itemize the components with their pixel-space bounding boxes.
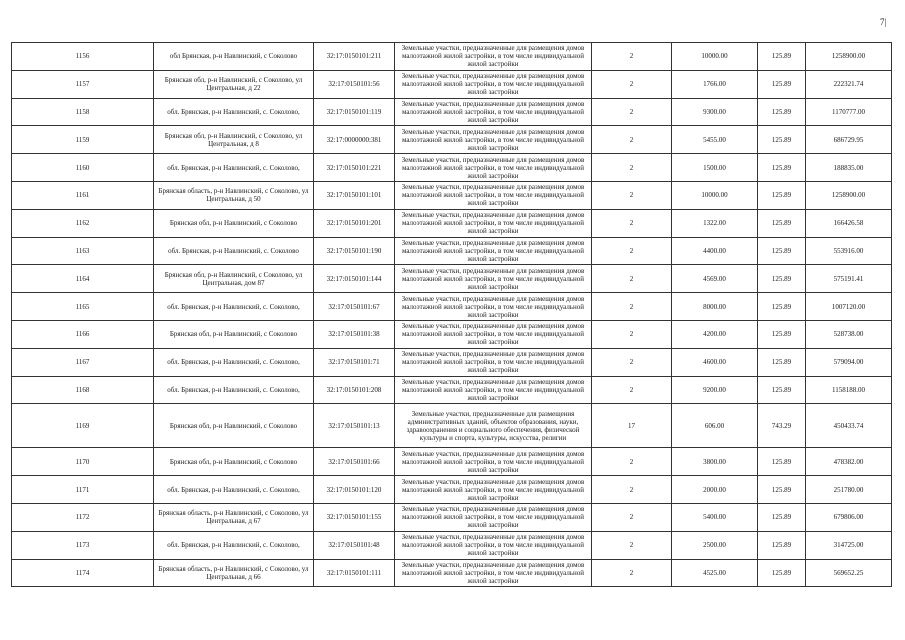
specific-value-cell: 125.89 <box>758 376 806 404</box>
cadastral-value-cell: 166426.58 <box>806 209 892 237</box>
cadastral-value-cell: 251780.00 <box>806 476 892 504</box>
table-row <box>12 293 892 321</box>
cadastral-number-cell: 32:17:0150101:66 <box>314 448 395 476</box>
address-cell: Брянская обл, р-н Навлинский, с Соколово <box>154 448 314 476</box>
table-row <box>12 98 892 126</box>
cadastral-value-cell: 1258900.00 <box>806 43 892 71</box>
land-use-description-cell: Земельные участки, предназначенные для размещения домов малоэтажной жилой застройки, в том числе индивидуальной жилой застройки <box>395 531 592 559</box>
specific-value-cell: 125.89 <box>758 293 806 321</box>
cadastral-value-cell: 579094.00 <box>806 348 892 376</box>
table-row <box>12 404 892 448</box>
area-cell: 5455.00 <box>672 126 758 154</box>
table-row <box>12 209 892 237</box>
cadastral-value-cell: 314725.00 <box>806 531 892 559</box>
land-use-description-cell: Земельные участки, предназначенные для размещения домов малоэтажной жилой застройки, в том числе индивидуальной жилой застройки <box>395 448 592 476</box>
group-number-cell: 2 <box>592 98 672 126</box>
cadastral-number-cell: 32:17:0150101:144 <box>314 265 395 293</box>
address-cell: Брянская область, р-н Навлинский, с Соколово, ул Центральная, д 50 <box>154 181 314 209</box>
cadastral-value-cell: 1170777.00 <box>806 98 892 126</box>
row-number: 1173 <box>12 531 154 559</box>
row-number: 1174 <box>12 559 154 587</box>
specific-value-cell: 125.89 <box>758 181 806 209</box>
specific-value-cell: 125.89 <box>758 265 806 293</box>
address-cell: Брянская область, р-н Навлинский, с Соколово, ул Центральная, д 66 <box>154 559 314 587</box>
cadastral-value-cell: 450433.74 <box>806 404 892 448</box>
land-use-description-cell: Земельные участки, предназначенные для размещения домов малоэтажной жилой застройки, в том числе индивидуальной жилой застройки <box>395 209 592 237</box>
specific-value-cell: 125.89 <box>758 126 806 154</box>
area-cell: 1322.00 <box>672 209 758 237</box>
group-number-cell: 2 <box>592 181 672 209</box>
cadastral-value-cell: 679806.00 <box>806 503 892 531</box>
specific-value-cell: 125.89 <box>758 448 806 476</box>
table-row <box>12 559 892 587</box>
land-use-description-cell: Земельные участки, предназначенные для размещения домов малоэтажной жилой застройки, в том числе индивидуальной жилой застройки <box>395 503 592 531</box>
area-cell: 4600.00 <box>672 348 758 376</box>
row-number: 1158 <box>12 98 154 126</box>
land-use-description-cell: Земельные участки, предназначенные для размещения домов малоэтажной жилой застройки, в том числе индивидуальной жилой застройки <box>395 559 592 587</box>
area-cell: 4400.00 <box>672 237 758 265</box>
group-number-cell: 2 <box>592 43 672 71</box>
cadastral-value-cell: 553916.00 <box>806 237 892 265</box>
address-cell: обл. Брянская, р-н Навлинский, с. Соколово, <box>154 154 314 182</box>
land-use-description-cell: Земельные участки, предназначенные для размещения домов малоэтажной жилой застройки, в том числе индивидуальной жилой застройки <box>395 476 592 504</box>
group-number-cell: 2 <box>592 209 672 237</box>
row-number: 1161 <box>12 181 154 209</box>
land-use-description-cell: Земельные участки, предназначенные для размещения домов малоэтажной жилой застройки, в том числе индивидуальной жилой застройки <box>395 376 592 404</box>
cadastral-number-cell: 32:17:0150101:111 <box>314 559 395 587</box>
group-number-cell: 2 <box>592 448 672 476</box>
cadastral-number-cell: 32:17:0150101:221 <box>314 154 395 182</box>
cadastral-number-cell: 32:17:0150101:13 <box>314 404 395 448</box>
land-use-description-cell: Земельные участки, предназначенные для размещения домов малоэтажной жилой застройки, в том числе индивидуальной жилой застройки <box>395 237 592 265</box>
row-number: 1157 <box>12 70 154 98</box>
row-number: 1163 <box>12 237 154 265</box>
page-number: 7| <box>880 17 887 27</box>
specific-value-cell: 125.89 <box>758 320 806 348</box>
group-number-cell: 2 <box>592 237 672 265</box>
cadastral-number-cell: 32:17:0000000:381 <box>314 126 395 154</box>
address-cell: Брянская обл, р-н Навлинский, с Соколово, ул Центральная, д 8 <box>154 126 314 154</box>
address-cell: обл Брянская, р-н Навлинский, с Соколово <box>154 43 314 71</box>
group-number-cell: 2 <box>592 70 672 98</box>
cadastral-number-cell: 32:17:0150101:120 <box>314 476 395 504</box>
specific-value-cell: 125.89 <box>758 154 806 182</box>
table-row <box>12 237 892 265</box>
row-number: 1171 <box>12 476 154 504</box>
cadastral-value-cell: 222321.74 <box>806 70 892 98</box>
land-use-description-cell: Земельные участки, предназначенные для размещения административных зданий, объектов образования, науки, здравоохранения и социального обеспечения, физической культуры и спорта, культуры, искусства, религии <box>395 404 592 448</box>
row-number: 1160 <box>12 154 154 182</box>
table-row <box>12 348 892 376</box>
address-cell: Брянская область, р-н Навлинский, с Соколово, ул Центральная, д 67 <box>154 503 314 531</box>
cadastral-number-cell: 32:17:0150101:211 <box>314 43 395 71</box>
area-cell: 1766.00 <box>672 70 758 98</box>
group-number-cell: 2 <box>592 376 672 404</box>
group-number-cell: 2 <box>592 348 672 376</box>
table-row <box>12 43 892 71</box>
address-cell: Брянская обл, р-н Навлинский, с Соколово <box>154 320 314 348</box>
group-number-cell: 2 <box>592 265 672 293</box>
cadastral-value-cell: 528738.00 <box>806 320 892 348</box>
cadastral-number-cell: 32:17:0150101:119 <box>314 98 395 126</box>
cadastral-number-cell: 32:17:0150101:38 <box>314 320 395 348</box>
group-number-cell: 2 <box>592 476 672 504</box>
row-number: 1166 <box>12 320 154 348</box>
address-cell: Брянская обл, р-н Навлинский, с Соколово, ул Центральная, дом 87 <box>154 265 314 293</box>
row-number: 1170 <box>12 448 154 476</box>
cadastral-value-cell: 1258900.00 <box>806 181 892 209</box>
cadastral-number-cell: 32:17:0150101:48 <box>314 531 395 559</box>
group-number-cell: 2 <box>592 293 672 321</box>
area-cell: 2500.00 <box>672 531 758 559</box>
table-row <box>12 476 892 504</box>
area-cell: 2000.00 <box>672 476 758 504</box>
row-number: 1168 <box>12 376 154 404</box>
group-number-cell: 2 <box>592 503 672 531</box>
cadastral-value-cell: 569652.25 <box>806 559 892 587</box>
land-use-description-cell: Земельные участки, предназначенные для размещения домов малоэтажной жилой застройки, в том числе индивидуальной жилой застройки <box>395 320 592 348</box>
group-number-cell: 2 <box>592 559 672 587</box>
table-row <box>12 181 892 209</box>
cadastral-number-cell: 32:17:0150101:101 <box>314 181 395 209</box>
specific-value-cell: 743.29 <box>758 404 806 448</box>
cadastral-value-cell: 1007120.00 <box>806 293 892 321</box>
specific-value-cell: 125.89 <box>758 98 806 126</box>
specific-value-cell: 125.89 <box>758 209 806 237</box>
area-cell: 1500.00 <box>672 154 758 182</box>
cadastral-number-cell: 32:17:0150101:71 <box>314 348 395 376</box>
specific-value-cell: 125.89 <box>758 348 806 376</box>
specific-value-cell: 125.89 <box>758 531 806 559</box>
group-number-cell: 2 <box>592 126 672 154</box>
address-cell: Брянская обл, р-н Навлинский, с Соколово <box>154 404 314 448</box>
cadastral-value-cell: 686729.95 <box>806 126 892 154</box>
land-use-description-cell: Земельные участки, предназначенные для размещения домов малоэтажной жилой застройки, в том числе индивидуальной жилой застройки <box>395 43 592 71</box>
table-row <box>12 376 892 404</box>
table-body <box>12 43 892 587</box>
cadastral-number-cell: 32:17:0150101:208 <box>314 376 395 404</box>
row-number: 1162 <box>12 209 154 237</box>
address-cell: Брянская обл, р-н Навлинский, с Соколово, ул Центральная, д 22 <box>154 70 314 98</box>
row-number: 1165 <box>12 293 154 321</box>
specific-value-cell: 125.89 <box>758 237 806 265</box>
cadastral-value-cell: 1158188.00 <box>806 376 892 404</box>
cadastral-value-table <box>11 42 892 587</box>
area-cell: 4569.00 <box>672 265 758 293</box>
row-number: 1169 <box>12 404 154 448</box>
land-use-description-cell: Земельные участки, предназначенные для размещения домов малоэтажной жилой застройки, в том числе индивидуальной жилой застройки <box>395 348 592 376</box>
address-cell: обл. Брянская, р-н Навлинский, с. Соколово, <box>154 376 314 404</box>
land-use-description-cell: Земельные участки, предназначенные для размещения домов малоэтажной жилой застройки, в том числе индивидуальной жилой застройки <box>395 126 592 154</box>
table-row <box>12 531 892 559</box>
row-number: 1172 <box>12 503 154 531</box>
group-number-cell: 2 <box>592 320 672 348</box>
cadastral-value-cell: 478382.00 <box>806 448 892 476</box>
table-row <box>12 154 892 182</box>
area-cell: 4525.00 <box>672 559 758 587</box>
address-cell: обл. Брянская, р-н Навлинский, с. Соколово, <box>154 293 314 321</box>
cadastral-value-cell: 188835.00 <box>806 154 892 182</box>
table-row <box>12 320 892 348</box>
area-cell: 10000.00 <box>672 43 758 71</box>
table-row <box>12 503 892 531</box>
group-number-cell: 2 <box>592 154 672 182</box>
table-row <box>12 70 892 98</box>
land-use-description-cell: Земельные участки, предназначенные для размещения домов малоэтажной жилой застройки, в том числе индивидуальной жилой застройки <box>395 265 592 293</box>
area-cell: 10000.00 <box>672 181 758 209</box>
land-use-description-cell: Земельные участки, предназначенные для размещения домов малоэтажной жилой застройки, в том числе индивидуальной жилой застройки <box>395 70 592 98</box>
specific-value-cell: 125.89 <box>758 43 806 71</box>
table-row <box>12 126 892 154</box>
area-cell: 606.00 <box>672 404 758 448</box>
land-use-description-cell: Земельные участки, предназначенные для размещения домов малоэтажной жилой застройки, в том числе индивидуальной жилой застройки <box>395 98 592 126</box>
area-cell: 4200.00 <box>672 320 758 348</box>
address-cell: Брянская обл, р-н Навлинский, с Соколово <box>154 209 314 237</box>
row-number: 1159 <box>12 126 154 154</box>
cadastral-number-cell: 32:17:0150101:190 <box>314 237 395 265</box>
table-row <box>12 448 892 476</box>
address-cell: обл. Брянская, р-н Навлинский, с. Соколово, <box>154 348 314 376</box>
group-number-cell: 2 <box>592 531 672 559</box>
land-use-description-cell: Земельные участки, предназначенные для размещения домов малоэтажной жилой застройки, в том числе индивидуальной жилой застройки <box>395 181 592 209</box>
cadastral-number-cell: 32:17:0150101:56 <box>314 70 395 98</box>
address-cell: обл. Брянская, р-н Навлинский, с. Соколово, <box>154 98 314 126</box>
group-number-cell: 17 <box>592 404 672 448</box>
land-use-description-cell: Земельные участки, предназначенные для размещения домов малоэтажной жилой застройки, в том числе индивидуальной жилой застройки <box>395 154 592 182</box>
table-row <box>12 265 892 293</box>
area-cell: 5400.00 <box>672 503 758 531</box>
area-cell: 8000.00 <box>672 293 758 321</box>
cadastral-number-cell: 32:17:0150101:155 <box>314 503 395 531</box>
cadastral-number-cell: 32:17:0150101:67 <box>314 293 395 321</box>
specific-value-cell: 125.89 <box>758 559 806 587</box>
address-cell: обл. Брянская, р-н Навлинский, с. Соколово, <box>154 476 314 504</box>
specific-value-cell: 125.89 <box>758 476 806 504</box>
row-number: 1156 <box>12 43 154 71</box>
cadastral-number-cell: 32:17:0150101:201 <box>314 209 395 237</box>
address-cell: обл. Брянская, р-н Навлинский, с. Соколово, <box>154 531 314 559</box>
area-cell: 9200.00 <box>672 376 758 404</box>
specific-value-cell: 125.89 <box>758 503 806 531</box>
area-cell: 9300.00 <box>672 98 758 126</box>
land-use-description-cell: Земельные участки, предназначенные для размещения домов малоэтажной жилой застройки, в том числе индивидуальной жилой застройки <box>395 293 592 321</box>
address-cell: обл. Брянская, р-н Навлинский, с. Соколово <box>154 237 314 265</box>
cadastral-value-cell: 575191.41 <box>806 265 892 293</box>
row-number: 1164 <box>12 265 154 293</box>
row-number: 1167 <box>12 348 154 376</box>
area-cell: 3800.00 <box>672 448 758 476</box>
specific-value-cell: 125.89 <box>758 70 806 98</box>
